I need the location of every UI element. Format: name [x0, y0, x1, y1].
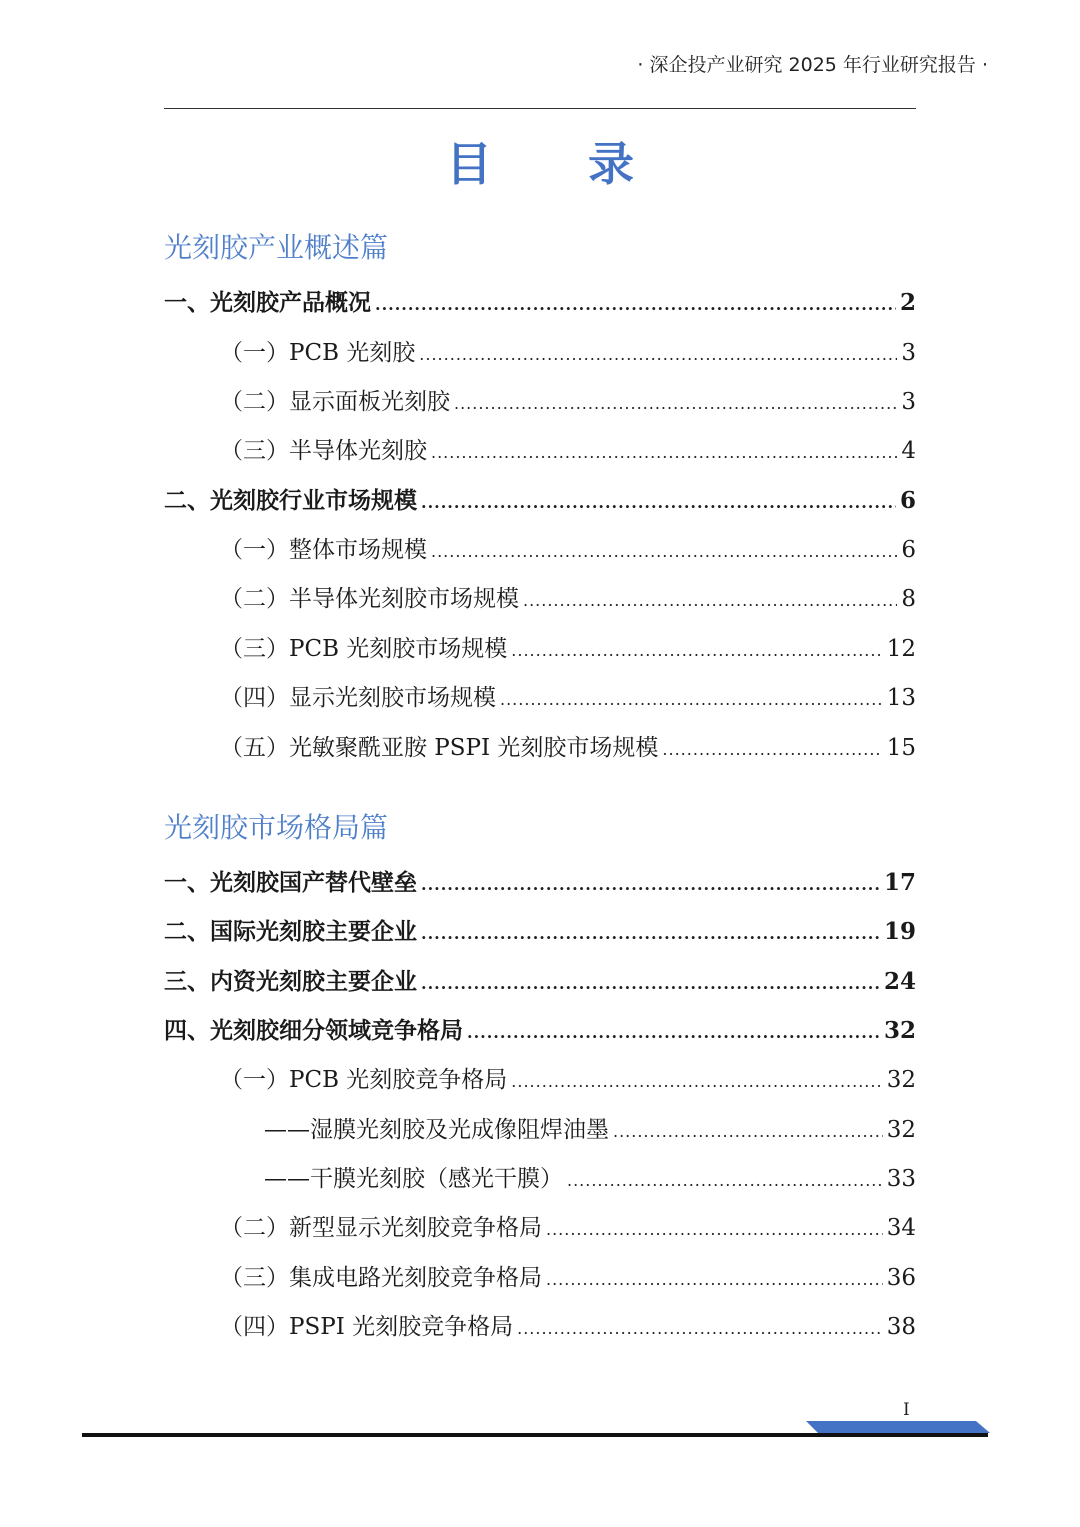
page-number: I — [903, 1400, 910, 1420]
toc-entry-label: 二、国际光刻胶主要企业 — [164, 918, 417, 945]
toc-entry-label: （二）新型显示光刻胶竞争格局 — [220, 1215, 542, 1241]
toc-entry-label: （一）PCB 光刻胶竞争格局 — [220, 1067, 508, 1093]
toc-entry-page: 32 — [886, 1067, 916, 1093]
toc-entry-page: 6 — [899, 487, 916, 514]
toc-entry-label: （二）半导体光刻胶市场规模 — [220, 586, 519, 612]
toc-entry-page: 17 — [883, 869, 916, 896]
toc-entry[interactable] — [164, 864, 916, 900]
toc-entry-page: 6 — [901, 537, 916, 563]
toc-entry-page: 4 — [901, 438, 916, 464]
toc-entry-label: 二、光刻胶行业市场规模 — [164, 487, 417, 514]
dot-leader — [375, 295, 896, 314]
toc-entry-label: （五）光敏聚酰亚胺 PSPI 光刻胶市场规模 — [220, 735, 659, 761]
toc-entry-label: （四）显示光刻胶市场规模 — [220, 685, 496, 711]
toc-entry-page: 3 — [901, 389, 916, 415]
dot-leader — [523, 591, 897, 610]
dot-leader — [419, 345, 897, 364]
toc-entry[interactable] — [220, 383, 916, 419]
footer-divider — [82, 1433, 988, 1437]
dot-leader — [613, 1122, 883, 1141]
toc-entry-label: 四、光刻胶细分领域竞争格局 — [164, 1017, 463, 1044]
dot-leader — [546, 1270, 883, 1289]
toc-entry[interactable] — [220, 1061, 916, 1097]
dot-leader — [546, 1220, 883, 1239]
toc-entry[interactable] — [164, 284, 916, 320]
toc-entry-page: 13 — [886, 685, 916, 711]
toc-entry[interactable] — [220, 1209, 916, 1245]
toc-entry[interactable] — [220, 334, 916, 370]
toc-entry[interactable] — [220, 432, 916, 468]
dot-leader — [421, 875, 880, 894]
toc-entry-label: （三）半导体光刻胶 — [220, 438, 427, 464]
dot-leader — [500, 690, 883, 709]
toc-entry[interactable] — [220, 580, 916, 616]
toc-entry-label: （二）显示面板光刻胶 — [220, 389, 450, 415]
toc-entry-page: 32 — [886, 1117, 916, 1143]
toc-entry-label: ——干膜光刻胶（感光干膜） — [264, 1166, 563, 1192]
toc-entry-label: 一、光刻胶产品概况 — [164, 289, 371, 316]
footer-accent-shape — [806, 1421, 990, 1433]
toc-entry[interactable] — [220, 729, 916, 765]
toc-entry-page: 12 — [886, 636, 916, 662]
toc-entry[interactable] — [220, 1259, 916, 1295]
toc-entry[interactable] — [220, 679, 916, 715]
dot-leader — [421, 924, 880, 943]
toc-entry-page: 32 — [883, 1017, 916, 1044]
toc-entry-label: （三）PCB 光刻胶市场规模 — [220, 636, 508, 662]
toc-entry-label: （四）PSPI 光刻胶竞争格局 — [220, 1314, 514, 1340]
toc-entry-page: 38 — [886, 1314, 916, 1340]
toc-entry[interactable] — [220, 531, 916, 567]
toc-entry-label: （一）整体市场规模 — [220, 537, 427, 563]
toc-entry-page: 24 — [883, 968, 916, 995]
toc-entry[interactable] — [264, 1160, 916, 1196]
toc-entry[interactable] — [164, 1012, 916, 1048]
toc-entry[interactable] — [164, 482, 916, 518]
header-divider — [164, 108, 916, 109]
dot-leader — [567, 1171, 883, 1190]
toc-entry[interactable] — [164, 913, 916, 949]
toc-entry-page: 8 — [901, 586, 916, 612]
dot-leader — [421, 493, 896, 512]
toc-entry-page: 2 — [899, 289, 916, 316]
toc-entry-page: 3 — [901, 340, 916, 366]
toc-entry[interactable] — [220, 1308, 916, 1344]
dot-leader — [511, 1072, 882, 1091]
toc-entry-page: 34 — [886, 1215, 916, 1241]
page-header: · 深企投产业研究 2025 年行业研究报告 · — [637, 54, 988, 76]
section-title-market: 光刻胶市场格局篇 — [164, 811, 389, 844]
dot-leader — [431, 542, 897, 561]
dot-leader — [467, 1023, 880, 1042]
toc-entry-page: 36 — [886, 1265, 916, 1291]
dot-leader — [431, 443, 897, 462]
section-title-overview: 光刻胶产业概述篇 — [164, 231, 389, 264]
toc-entry[interactable] — [220, 630, 916, 666]
toc-entry[interactable] — [264, 1111, 916, 1147]
toc-entry-page: 33 — [886, 1166, 916, 1192]
dot-leader — [662, 740, 882, 759]
toc-entry-label: 一、光刻胶国产替代壁垒 — [164, 869, 417, 896]
toc-entry-label: （一）PCB 光刻胶 — [220, 340, 416, 366]
toc-entry-page: 15 — [886, 735, 916, 761]
toc-entry-label: （三）集成电路光刻胶竞争格局 — [220, 1265, 542, 1291]
dot-leader — [454, 394, 897, 413]
dot-leader — [511, 641, 882, 660]
toc-entry-label: 三、内资光刻胶主要企业 — [164, 968, 417, 995]
dot-leader — [421, 974, 880, 993]
toc-entry-page: 19 — [883, 918, 916, 945]
toc-title: 目 录 — [445, 137, 674, 191]
toc-entry[interactable] — [164, 963, 916, 999]
dot-leader — [517, 1319, 883, 1338]
toc-entry-label: ——湿膜光刻胶及光成像阻焊油墨 — [264, 1117, 609, 1143]
